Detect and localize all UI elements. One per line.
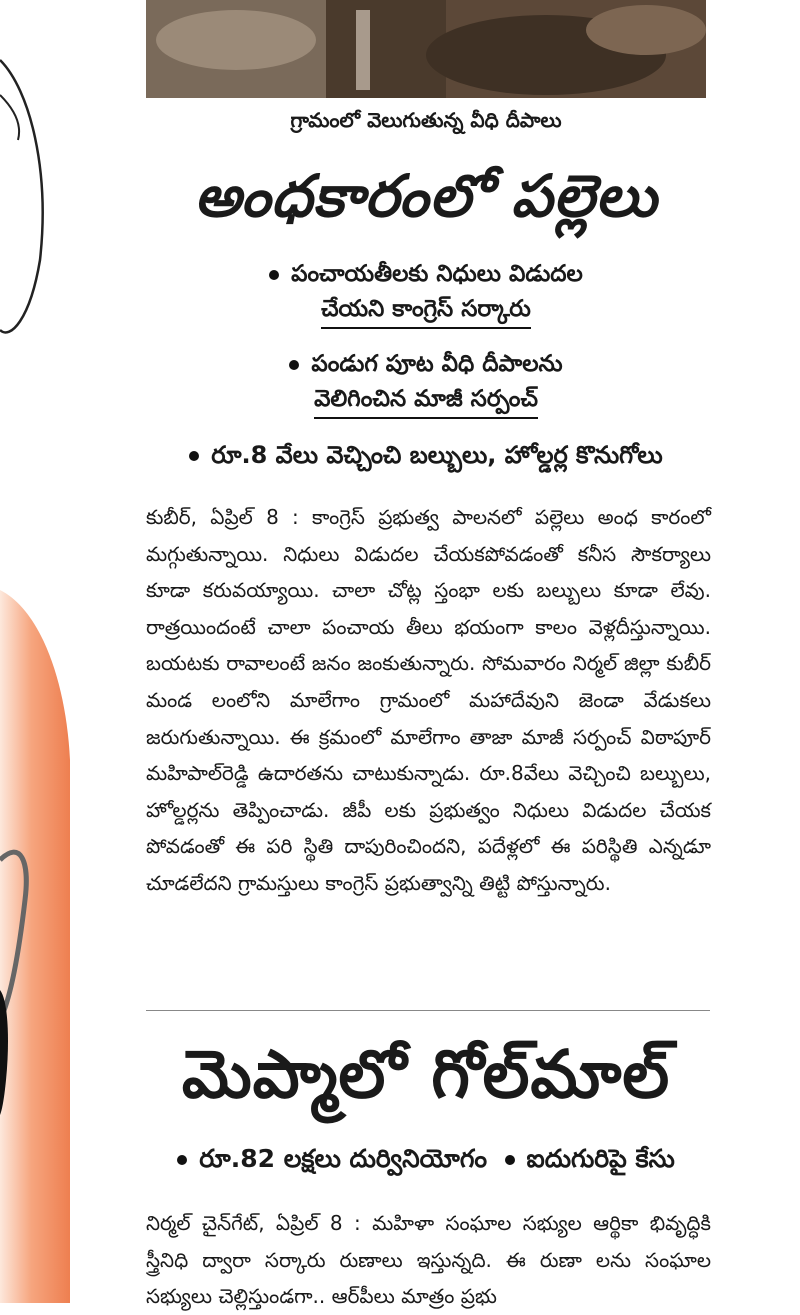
subheading-bullets bbox=[146, 1145, 706, 1173]
article-headline: మెప్మాలో గోల్‌మాల్ bbox=[181, 1036, 671, 1113]
bullet-icon bbox=[189, 451, 199, 461]
subheading-bullet bbox=[146, 442, 706, 468]
subheading-line: రూ.82 లక్షలు దుర్వినియోగం bbox=[199, 1144, 488, 1173]
article-body: కుబీర్, ఏప్రిల్ 8 : కాంగ్రెస్ ప్రభుత్వ పాలనలో పల్లెలు అంధ కారంలో మగ్గుతున్నాయి. నిధులు విడుదల చేయకపోవడంతో కనీస సౌకర్యాలు కూడా కరువయ్యాయి. చాలా చోట్ల స్తంభా లకు బల్బులు కూడా లేవు. రాత్రయిందంటే చాలా పంచాయ తీలు భయంగా కాలం వెళ్లదీస్తున్నాయి. బయటకు రావాలంటే జనం జంకుతున్నారు. సోమవారం నిర్మల్ జిల్లా కుబీర్ మండ లంలోని మాలేగాం గ్రామంలో మహాదేవుని జెండా వేడుకలు జరుగుతున్నాయి. ఈ క్రమంలో మాలేగాం తాజా మాజీ సర్పంచ్ విఠాపూర్ మహిపాల్‌రెడ్డి ఉదారతను చాటుకున్నాడు. రూ.8వేలు వెచ్చించి బల్బులు, హోల్డర్లను తెప్పించాడు. జీపీ లకు ప్రభుత్వం నిధులు విడుదల చేయక పోవడంతో ఈ పరి స్థితి దాపురించిందని, పదేళ్లలో ఈ పరిస్థితి ఎన్నడూ చూడలేదని గ్రామస్తులు కాంగ్రెస్ ప్రభుత్వాన్ని తిట్టి పోస్తున్నారు. bbox=[146, 505, 711, 895]
street-lights-photo bbox=[146, 0, 706, 98]
decorative-ad-graphic bbox=[0, 0, 140, 1303]
subheading-line: వెలిగించిన మాజీ సర్పంచ్ bbox=[314, 381, 538, 418]
photo-caption: గ్రామంలో వెలుగుతున్న వీధి దీపాలు bbox=[290, 108, 562, 132]
divider bbox=[146, 1010, 710, 1011]
subheading-bullet bbox=[146, 262, 706, 329]
subheading-line: రూ.8 వేలు వెచ్చించి బల్బులు, హోల్డర్ల కొనుగోలు bbox=[211, 441, 663, 469]
article-headline: అంధకారంలో పల్లెలు bbox=[194, 162, 658, 230]
bullet-icon bbox=[177, 1155, 187, 1165]
article-body: నిర్మల్ చైన్‌గేట్, ఏప్రిల్ 8 : మహిళా సంఘాల సభ్యుల ఆర్థికా భివృద్ధికి స్త్రీనిధి ద్వారా సర్కారు రుణాలు ఇస్తున్నది. ఈ రుణా లను సంఘాల సభ్యులు చెల్లిస్తుండగా.. ఆర్‌పీలు మాత్రం ప్రభు bbox=[146, 1211, 711, 1309]
article-photo bbox=[146, 0, 706, 98]
subheading-line: ఐదుగురిపై కేసు bbox=[526, 1144, 675, 1173]
bullet-icon bbox=[289, 360, 299, 370]
bullet-icon bbox=[269, 270, 279, 280]
subheading-line: పండుగ పూట వీధి దీపాలను bbox=[311, 351, 563, 377]
subheading-bullet bbox=[146, 352, 706, 419]
subheading-line: పంచాయతీలకు నిధులు విడుదల bbox=[291, 261, 583, 287]
adjacent-ad-strip bbox=[0, 0, 140, 1303]
subheading-line: చేయని కాంగ్రెస్ సర్కారు bbox=[321, 291, 531, 328]
bullet-icon bbox=[505, 1155, 515, 1165]
